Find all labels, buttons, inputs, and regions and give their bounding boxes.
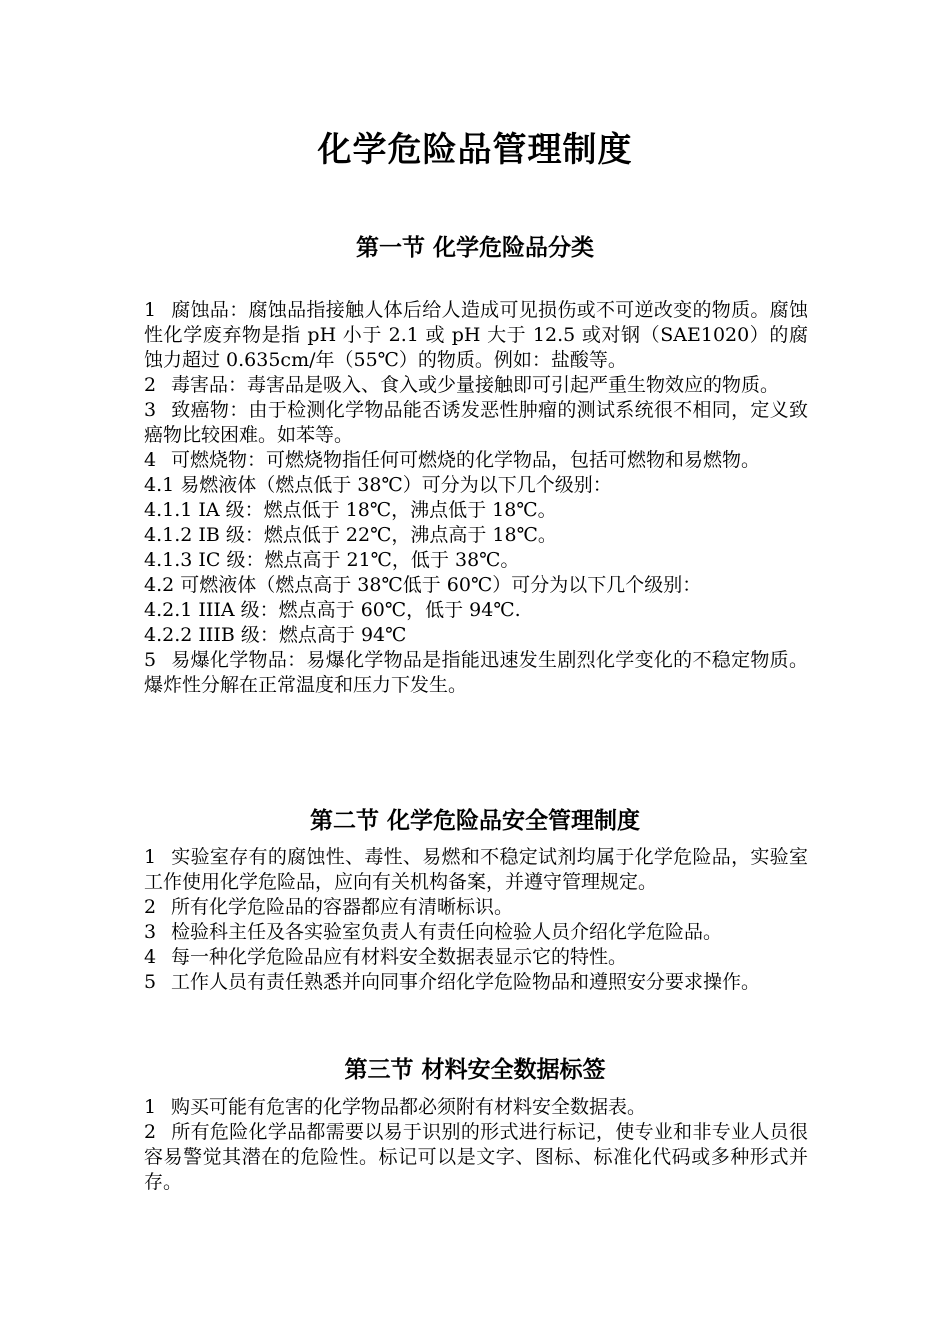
item-number: 3 — [144, 399, 157, 421]
list-item — [144, 1120, 808, 1195]
sub-list-item: 4.2.2 IIIB 级：燃点高于 94℃ — [144, 624, 407, 646]
item-text: 每一种化学危险品应有材料安全数据表显示它的特性。 — [171, 946, 628, 968]
item-text: 可燃烧物：可燃烧物指任何可燃烧的化学物品，包括可燃物和易燃物。 — [171, 449, 761, 471]
item-text: 所有化学危险品的容器都应有清晰标识。 — [171, 896, 514, 918]
item-text: 致癌物：由于检测化学物品能否诱发恶性肿瘤的测试系统很不相同，定义致癌物比较困难。如苯等。 — [144, 399, 808, 446]
list-item — [144, 373, 808, 398]
section-3-heading: 第三节 材料安全数据标签 — [344, 1056, 606, 1083]
list-item — [144, 895, 808, 920]
list-item — [144, 398, 808, 448]
item-text: 实验室存有的腐蚀性、毒性、易燃和不稳定试剂均属于化学危险品，实验室工作使用化学危险品，应向有关机构备案，并遵守管理规定。 — [144, 846, 808, 893]
sub-list-item: 4.2.1 IIIA 级：燃点高于 60℃，低于 94℃. — [144, 599, 521, 621]
item-text: 易爆化学物品：易爆化学物品是指能迅速发生剧烈化学变化的不稳定物质。爆炸性分解在正常温度和压力下发生。 — [144, 649, 808, 696]
item-number: 5 — [144, 971, 157, 993]
list-item — [144, 648, 808, 698]
list-item — [144, 945, 808, 970]
item-number: 1 — [144, 846, 157, 868]
item-number: 2 — [144, 374, 157, 396]
list-item — [144, 298, 808, 373]
item-number: 2 — [144, 896, 157, 918]
list-item — [144, 845, 808, 895]
item-number: 4 — [144, 946, 157, 968]
list-item — [144, 1095, 808, 1120]
item-number: 1 — [144, 299, 157, 321]
item-number: 4 — [144, 449, 157, 471]
list-item — [144, 448, 808, 473]
item-text: 购买可能有危害的化学物品都必须附有材料安全数据表。 — [171, 1096, 647, 1118]
sub-list-item: 4.1.3 IC 级：燃点高于 21℃，低于 38℃。 — [144, 549, 520, 571]
section-2-body — [144, 845, 808, 995]
item-number: 1 — [144, 1096, 157, 1118]
item-number: 2 — [144, 1121, 157, 1143]
item-text: 毒害品：毒害品是吸入、食入或少量接触即可引起严重生物效应的物质。 — [171, 374, 780, 396]
list-item — [144, 920, 808, 945]
item-number: 3 — [144, 921, 157, 943]
section-1-body — [144, 298, 808, 698]
item-text: 检验科主任及各实验室负责人有责任向检验人员介绍化学危险品。 — [171, 921, 723, 943]
sub-list-item: 4.1 易燃液体（燃点低于 38℃）可分为以下几个级别： — [144, 474, 612, 496]
sub-list-item: 4.1.1 IA 级：燃点低于 18℃，沸点低于 18℃。 — [144, 499, 557, 521]
item-number: 5 — [144, 649, 157, 671]
document-title: 化学危险品管理制度 — [317, 130, 633, 170]
section-2-heading: 第二节 化学危险品安全管理制度 — [309, 807, 640, 834]
item-text: 所有危险化学品都需要以易于识别的形式进行标记，使专业和非专业人员很容易警觉其潜在的危险性。标记可以是文字、图标、标准化代码或多种形式并存。 — [144, 1121, 808, 1193]
section-3-body — [144, 1095, 808, 1195]
item-text: 工作人员有责任熟悉并向同事介绍化学危险物品和遵照安分要求操作。 — [171, 971, 761, 993]
sub-list-item: 4.1.2 IB 级：燃点低于 22℃，沸点高于 18℃。 — [144, 524, 557, 546]
sub-list-item: 4.2 可燃液体（燃点高于 38℃低于 60℃）可分为以下几个级别： — [144, 574, 702, 596]
section-1-heading: 第一节 化学危险品分类 — [355, 234, 594, 261]
item-text: 腐蚀品：腐蚀品指接触人体后给人造成可见损伤或不可逆改变的物质。腐蚀性化学废弃物是指 pH 小于 2.1 或 pH 大于 12.5 或对钢（SAE1020）的腐蚀力超过 0.635cm/年（55℃）的物质。例如：盐酸等。 — [144, 299, 808, 371]
list-item — [144, 970, 808, 995]
